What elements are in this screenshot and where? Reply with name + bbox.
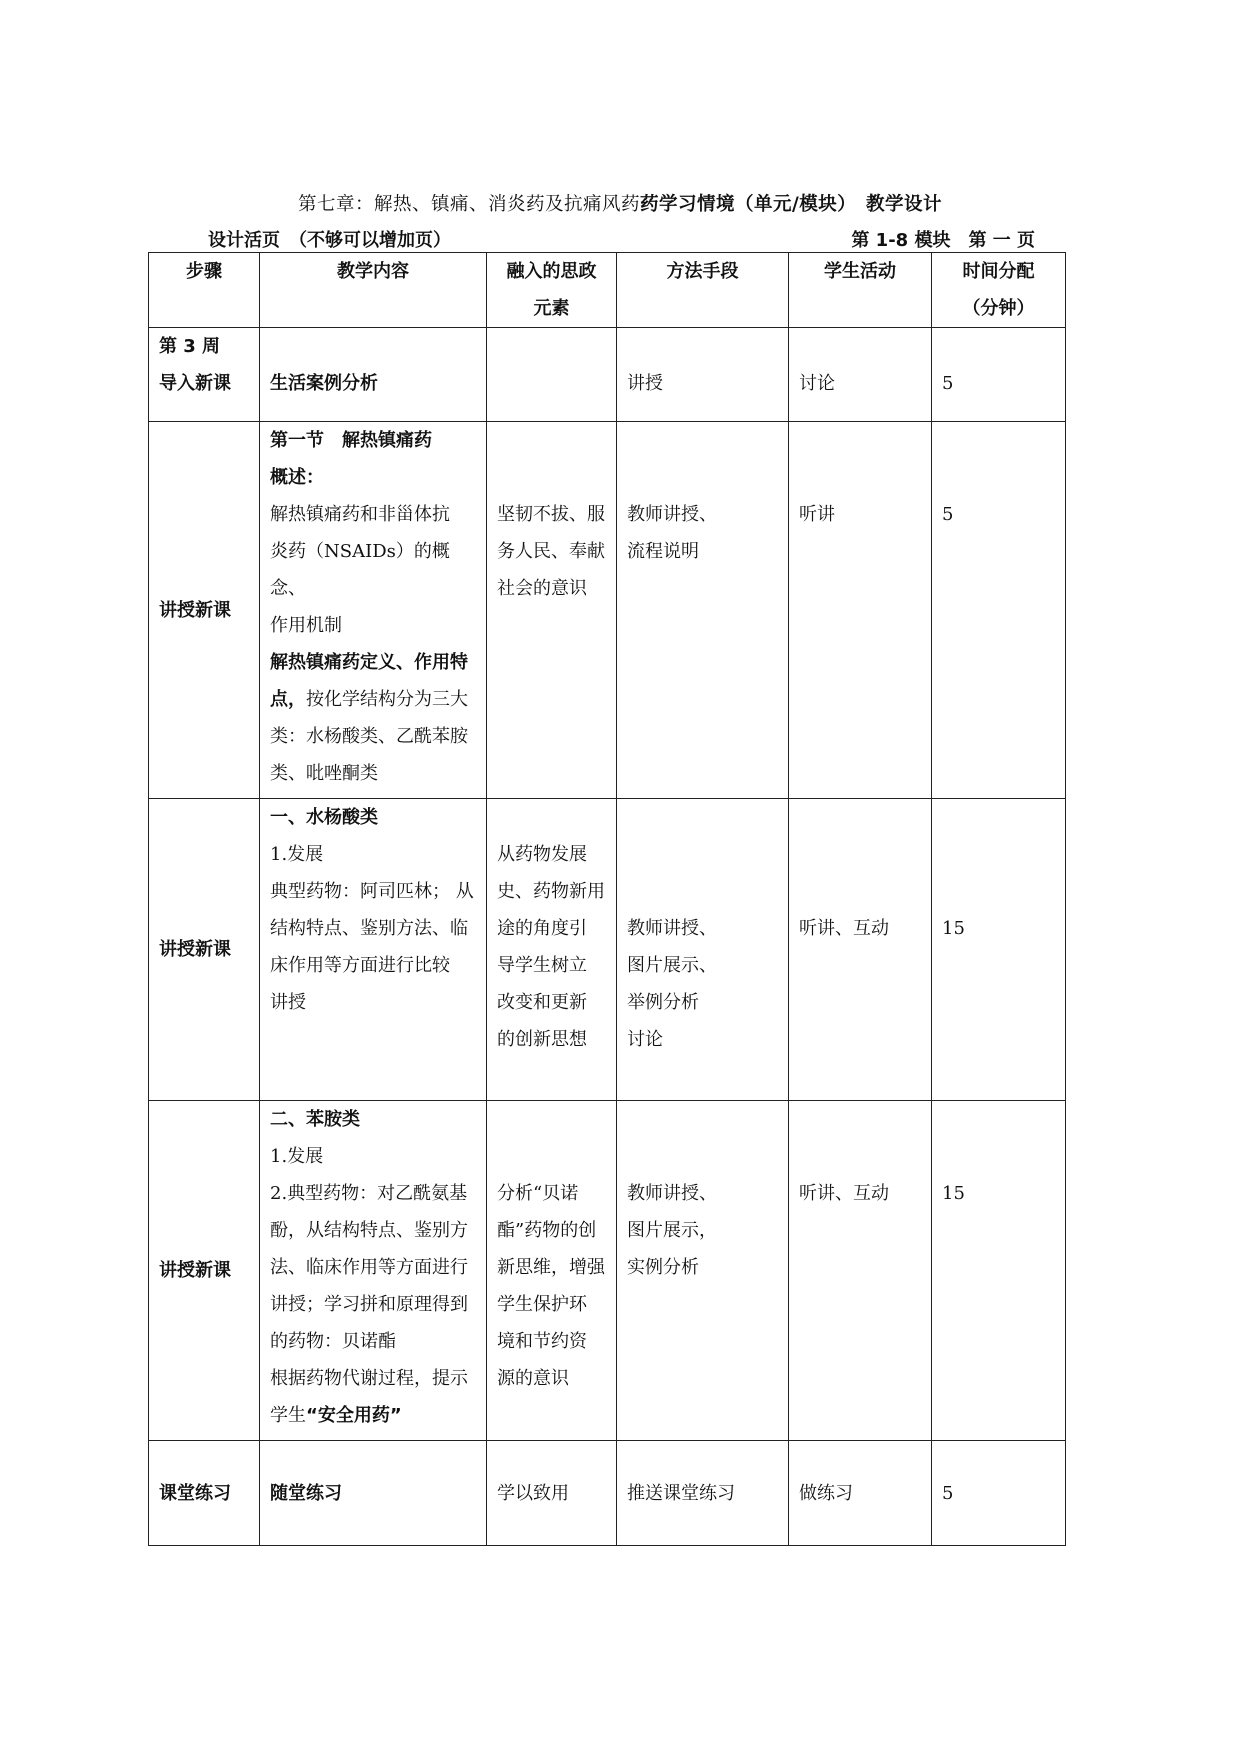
row-method: 讲授 — [617, 328, 789, 422]
row-time: 5 — [932, 328, 1066, 422]
row-content: 二、苯胺类 1.发展 2.典型药物：对乙酰氨基 酚，从结构特点、鉴别方 法、临床作用等方面进行 讲授；学习拼和原理得到 的药物：贝诺酯 根据药物代谢过程，提示 学生“安全用药” — [260, 1101, 487, 1441]
row-time: 15 — [932, 799, 1066, 1101]
row-content: 一、水杨酸类 1.发展 典型药物：阿司匹林； 从 结构特点、鉴别方法、临 床作用等方面进行比较 讲授 — [260, 799, 487, 1101]
teaching-design-table — [148, 252, 1066, 1546]
header-content: 教学内容 — [260, 253, 487, 328]
table-header-row — [149, 253, 1066, 328]
row-step: 课堂练习 — [149, 1441, 260, 1546]
row-ideology: 学以致用 — [487, 1441, 617, 1546]
row-method: 教师讲授、 流程说明 — [617, 422, 789, 799]
row-step: 讲授新课 — [149, 422, 260, 799]
header-step: 步骤 — [149, 253, 260, 328]
table-row — [149, 799, 1066, 1101]
row-step: 讲授新课 — [149, 799, 260, 1101]
document-title — [0, 190, 1240, 216]
row-time: 5 — [932, 422, 1066, 799]
header-method: 方法手段 — [617, 253, 789, 328]
row-ideology: 分析“贝诺 酯”药物的创 新思维，增强 学生保护环 境和节约资 源的意识 — [487, 1101, 617, 1441]
header-ideology: 融入的思政 元素 — [487, 253, 617, 328]
row-activity: 讨论 — [789, 328, 932, 422]
row-method: 教师讲授、 图片展示， 实例分析 — [617, 1101, 789, 1441]
row-activity: 听讲、互动 — [789, 1101, 932, 1441]
row-activity: 听讲、互动 — [789, 799, 932, 1101]
header-time: 时间分配 （分钟） — [932, 253, 1066, 328]
row-content: 随堂练习 — [260, 1441, 487, 1546]
row-activity: 做练习 — [789, 1441, 932, 1546]
row-content: 第一节 解热镇痛药 概述： 解热镇痛药和非甾体抗 炎药（NSAIDs）的概念、 作用机制 解热镇痛药定义、作用特 点，按化学结构分为三大 类：水杨酸类、乙酰苯胺 类、吡唑酮类 — [260, 422, 487, 799]
row-activity: 听讲 — [789, 422, 932, 799]
subtitle-left: 设计活页 （不够可以增加页） — [208, 230, 451, 251]
subtitle-right: 第 1-8 模块 第 一 页 — [851, 230, 1035, 251]
table-row — [149, 422, 1066, 799]
row-ideology: 坚韧不拔、服 务人民、奉献 社会的意识 — [487, 422, 617, 799]
row-content: 生活案例分析 — [260, 328, 487, 422]
row-time: 5 — [932, 1441, 1066, 1546]
table-row — [149, 328, 1066, 422]
row-time: 15 — [932, 1101, 1066, 1441]
table-row — [149, 1101, 1066, 1441]
row-method: 推送课堂练习 — [617, 1441, 789, 1546]
row-method: 教师讲授、 图片展示、 举例分析 讨论 — [617, 799, 789, 1101]
header-activity: 学生活动 — [789, 253, 932, 328]
row-step: 第 3 周 导入新课 — [149, 328, 260, 422]
title-bold: 药学习情境（单元/模块） 教学设计 — [640, 194, 943, 215]
row-step: 讲授新课 — [149, 1101, 260, 1441]
row-ideology: 从药物发展 史、药物新用 途的角度引 导学生树立 改变和更新 的创新思想 — [487, 799, 617, 1101]
title-plain: 第七章：解热、镇痛、消炎药及抗痛风药 — [297, 194, 640, 215]
row-ideology — [487, 328, 617, 422]
table-row — [149, 1441, 1066, 1546]
